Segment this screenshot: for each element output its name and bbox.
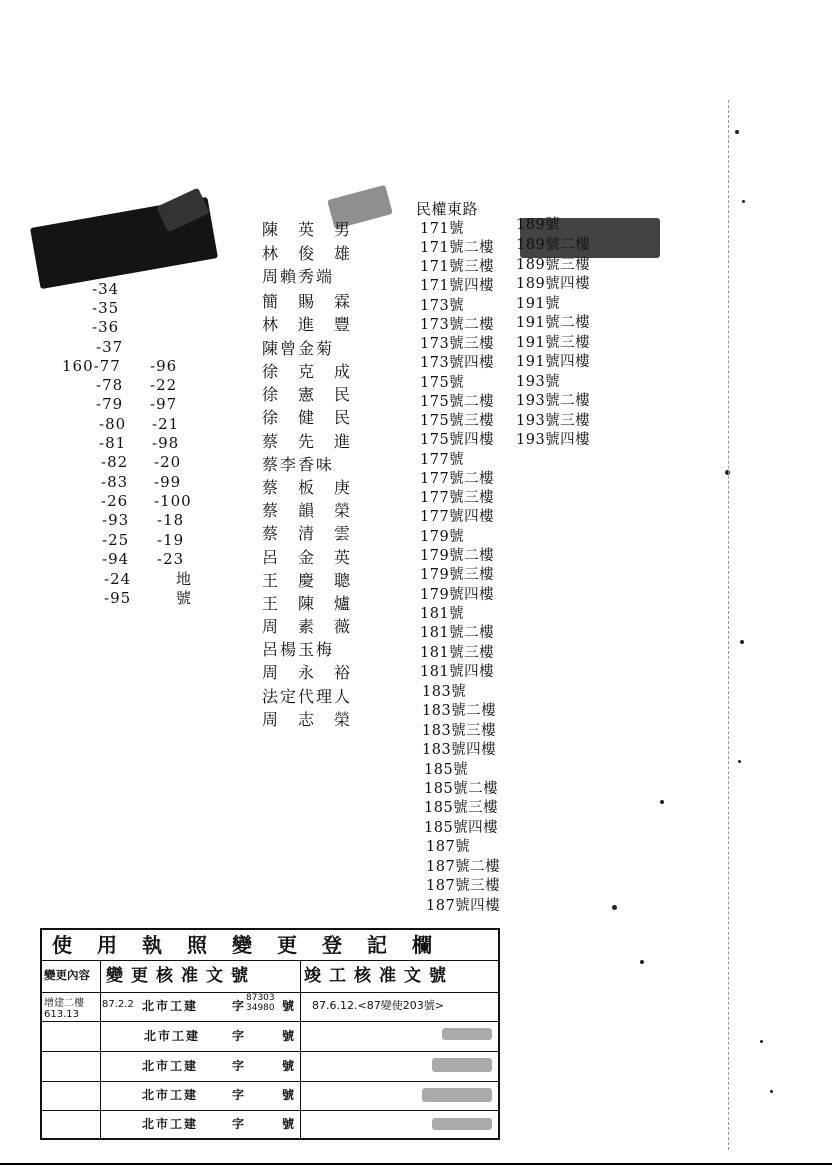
address: 181號四樓 xyxy=(420,664,495,680)
lot-number: -83 xyxy=(101,473,129,491)
row-office: 北市工建 xyxy=(142,1088,199,1102)
scan-border-right xyxy=(728,100,730,1150)
row-char: 字 xyxy=(232,1117,247,1131)
owner-name: 蔡李香味 xyxy=(262,455,335,474)
address: 171號四樓 xyxy=(420,278,495,294)
owner-name: 周 素 薇 xyxy=(262,617,353,636)
lot-number: -95 xyxy=(104,589,132,607)
owner-name: 呂 金 英 xyxy=(262,548,353,567)
lot-number: -19 xyxy=(157,531,185,549)
row-char: 字 xyxy=(232,1088,247,1102)
row-office: 北市工建 xyxy=(142,1059,199,1073)
lot-suffix: 號 xyxy=(176,589,193,607)
owner-name: 周 志 榮 xyxy=(262,710,353,729)
address: 185號 xyxy=(424,762,469,778)
address: 179號四樓 xyxy=(420,587,495,603)
address: 187號三樓 xyxy=(426,878,501,894)
owner-name: 蔡 韻 榮 xyxy=(262,501,353,520)
owner-name: 簡 賜 霖 xyxy=(262,292,353,311)
row-completion: 87.6.12.<87變使203號> xyxy=(312,999,444,1012)
row-change-content: 增建二樓 613.13 xyxy=(44,998,84,1020)
address: 177號 xyxy=(420,452,465,468)
scan-bottom-edge xyxy=(0,1163,832,1165)
table-smudge xyxy=(432,1118,492,1130)
address: 183號四樓 xyxy=(422,742,497,758)
address: 191號四樓 xyxy=(516,354,591,370)
address: 189號四樓 xyxy=(516,276,591,292)
lot-number: -21 xyxy=(152,415,180,433)
address: 171號二樓 xyxy=(420,240,495,256)
row-hao: 號 xyxy=(282,1088,297,1102)
row-number: 87303 34980 xyxy=(246,993,275,1013)
lot-number: -94 xyxy=(102,550,130,568)
lot-number: -81 xyxy=(99,434,127,452)
row-char: 字 xyxy=(232,999,247,1013)
address: 185號四樓 xyxy=(424,820,499,836)
address: 171號 xyxy=(420,221,465,237)
owner-name: 周 永 裕 xyxy=(262,663,353,682)
scan-speck xyxy=(640,960,644,964)
address: 191號 xyxy=(516,296,561,312)
lot-number: 160-77 xyxy=(62,357,121,375)
lot-number: -22 xyxy=(150,376,178,394)
address: 171號三樓 xyxy=(420,259,495,275)
lot-number: -35 xyxy=(92,299,120,317)
owner-name: 呂楊玉梅 xyxy=(262,640,335,659)
address: 189號三樓 xyxy=(516,257,591,273)
owner-name: 林 進 豐 xyxy=(262,315,353,334)
lot-number: -96 xyxy=(150,357,178,375)
address: 187號二樓 xyxy=(426,859,501,875)
lot-number: -24 xyxy=(104,570,132,588)
lot-number: -100 xyxy=(154,492,192,510)
address: 189號 xyxy=(516,217,561,233)
lot-number: -99 xyxy=(154,473,182,491)
address: 177號四樓 xyxy=(420,509,495,525)
address: 187號 xyxy=(426,839,471,855)
address: 181號三樓 xyxy=(420,645,495,661)
scan-speck xyxy=(742,200,745,203)
address: 173號四樓 xyxy=(420,355,495,371)
scan-speck xyxy=(612,905,617,910)
owner-name: 法定代理人 xyxy=(262,687,353,706)
row-hao: 號 xyxy=(282,1029,297,1043)
owner-name: 徐 克 成 xyxy=(262,362,353,381)
address: 179號二樓 xyxy=(420,548,495,564)
address: 175號四樓 xyxy=(420,432,495,448)
owner-name: 陳 英 男 xyxy=(262,220,353,239)
lot-number: -82 xyxy=(101,453,129,471)
road-name: 民權東路 xyxy=(416,200,479,218)
lot-number: -78 xyxy=(96,376,124,394)
address: 177號二樓 xyxy=(420,471,495,487)
lot-number: -98 xyxy=(152,434,180,452)
lot-number: -97 xyxy=(150,395,178,413)
header-change-approval: 變更核准文號 xyxy=(106,966,256,986)
lot-number: -80 xyxy=(99,415,127,433)
lot-suffix: 地 xyxy=(176,570,193,588)
lot-number: -26 xyxy=(101,492,129,510)
lot-number: -20 xyxy=(154,453,182,471)
address: 185號三樓 xyxy=(424,800,499,816)
scan-speck xyxy=(760,1040,763,1043)
table-smudge xyxy=(422,1088,492,1102)
address: 193號四樓 xyxy=(516,432,591,448)
scan-speck xyxy=(735,130,739,134)
address: 191號三樓 xyxy=(516,335,591,351)
row-char: 字 xyxy=(232,1029,247,1043)
lot-number: -36 xyxy=(92,318,120,336)
header-completion-approval: 竣工核准文號 xyxy=(304,966,454,986)
address: 173號二樓 xyxy=(420,317,495,333)
lot-number: -37 xyxy=(96,338,124,356)
address: 179號 xyxy=(420,529,465,545)
lot-number: -18 xyxy=(157,511,185,529)
address: 193號 xyxy=(516,374,561,390)
lot-number: -25 xyxy=(102,531,130,549)
owner-name: 林 俊 雄 xyxy=(262,244,353,263)
row-char: 字 xyxy=(232,1059,247,1073)
lot-number: -23 xyxy=(157,550,185,568)
address: 181號 xyxy=(420,606,465,622)
row-office: 北市工建 xyxy=(142,999,199,1013)
address: 191號二樓 xyxy=(516,315,591,331)
owner-name: 徐 健 民 xyxy=(262,408,353,427)
address: 185號二樓 xyxy=(424,781,499,797)
scan-speck xyxy=(770,1090,773,1093)
owner-name: 王 陳 爐 xyxy=(262,594,353,613)
row-hao: 號 xyxy=(282,999,297,1013)
lot-number: -79 xyxy=(96,395,124,413)
table-smudge xyxy=(432,1058,492,1072)
address: 173號 xyxy=(420,298,465,314)
address: 187號四樓 xyxy=(426,898,501,914)
row-date: 87.2.2 xyxy=(102,999,134,1010)
address: 177號三樓 xyxy=(420,490,495,506)
address: 183號三樓 xyxy=(422,723,497,739)
address: 175號三樓 xyxy=(420,413,495,429)
address: 193號三樓 xyxy=(516,413,591,429)
address: 181號二樓 xyxy=(420,625,495,641)
table-title: 使用執照變更登記欄 xyxy=(52,933,457,957)
row-office: 北市工建 xyxy=(144,1029,201,1043)
scan-speck xyxy=(660,800,664,804)
address: 175號 xyxy=(420,375,465,391)
address: 173號三樓 xyxy=(420,336,495,352)
lot-number: -34 xyxy=(92,280,120,298)
license-change-table xyxy=(40,928,500,1140)
address: 183號二樓 xyxy=(422,703,497,719)
table-smudge xyxy=(442,1028,492,1040)
owner-name: 蔡 先 進 xyxy=(262,432,353,451)
owner-name: 陳曾金菊 xyxy=(262,339,335,358)
owner-name: 王 慶 聰 xyxy=(262,571,353,590)
address: 179號三樓 xyxy=(420,567,495,583)
header-change-content: 變更內容 xyxy=(44,968,90,982)
address: 193號二樓 xyxy=(516,393,591,409)
scan-speck xyxy=(738,760,741,763)
address: 189號二樓 xyxy=(516,237,591,253)
scan-speck xyxy=(740,640,744,644)
row-hao: 號 xyxy=(282,1117,297,1131)
lot-number: -93 xyxy=(102,511,130,529)
row-hao: 號 xyxy=(282,1059,297,1073)
owner-name: 徐 憲 民 xyxy=(262,385,353,404)
owner-name: 周賴秀端 xyxy=(262,267,335,286)
address: 183號 xyxy=(422,684,467,700)
owner-name: 蔡 板 庚 xyxy=(262,478,353,497)
address: 175號二樓 xyxy=(420,394,495,410)
owner-name: 蔡 清 雲 xyxy=(262,524,353,543)
row-office: 北市工建 xyxy=(142,1117,199,1131)
